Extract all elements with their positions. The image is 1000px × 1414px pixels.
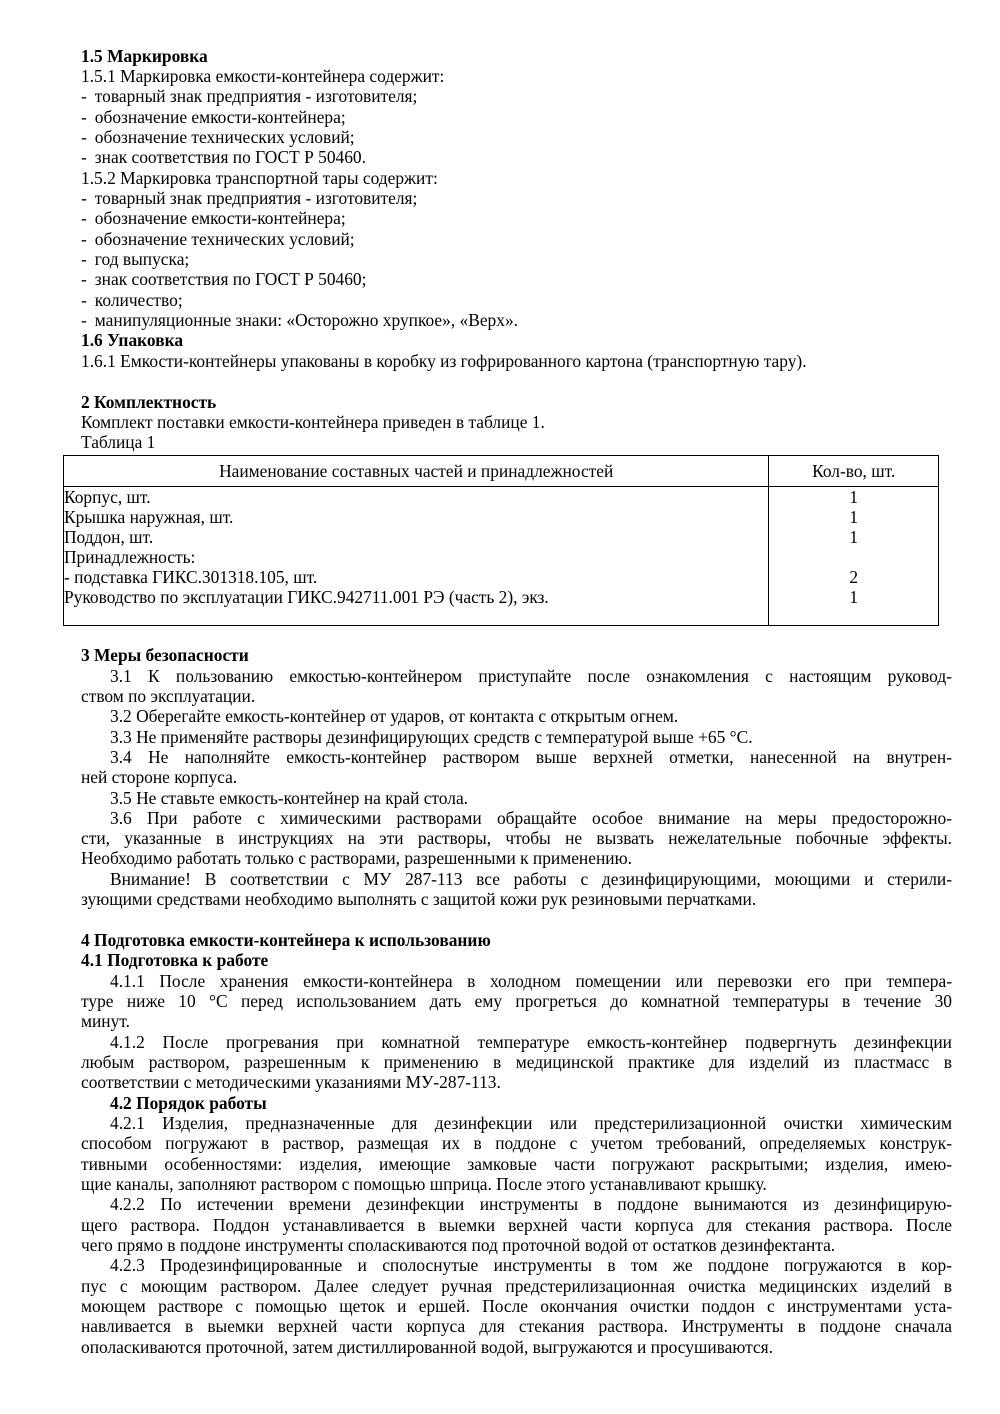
paragraph-4-2-1-line: щие каналы, заполняют раствором с помощью шприца. После этого устанавливают крышку. xyxy=(81,1174,767,1194)
column-header-name: Наименование составных частей и принадлежностей xyxy=(64,456,769,487)
warning-line: Внимание! В соответствии с МУ 287-113 все работы с дезинфицирующими, моющими и стерили- xyxy=(110,869,952,889)
paragraph-3-1-line: 3.1 К пользованию емкостью-контейнером приступайте после ознакомления с настоящим руковод- xyxy=(110,666,952,686)
paragraph-3-6-line: сти, указанные в инструкциях на эти растворы, чтобы не вызвать нежелательные побочные эффекты. xyxy=(81,828,952,848)
paragraph-4-2-3-line: пус с моющим раствором. Далее следует ручная предстерилизационная очистка медицинских изделий в xyxy=(81,1276,952,1296)
list-item: - количество; xyxy=(81,290,183,310)
section-4-heading: 4 Подготовка емкости-контейнера к использованию xyxy=(81,930,491,950)
table-qty: 2 xyxy=(849,567,859,587)
paragraph-1-5-2: 1.5.2 Маркировка транспортной тары содержит: xyxy=(81,168,438,188)
paragraph-4-2-2-line: 4.2.2 По истечении времени дезинфекции инструменты в поддоне вынимаются из дезинфицирую- xyxy=(110,1194,952,1214)
section-1-5-heading: 1.5 Маркировка xyxy=(81,46,208,66)
table-row: Принадлежность: xyxy=(64,547,196,567)
paragraph-4-2-1-line: 4.2.1 Изделия, предназначенные для дезинфекции или предстерилизационной очистки химическим xyxy=(110,1113,952,1133)
table-row: - подставка ГИКС.301318.105, шт. xyxy=(64,567,318,587)
list-item: - манипуляционные знаки: «Осторожно хрупкое», «Верх». xyxy=(81,310,518,330)
paragraph-4-1-2-line: 4.1.2 После прогревания при комнатной температуре емкость-контейнер подвергнуть дезинфекции xyxy=(110,1032,952,1052)
table-intro: Комплект поставки емкости-контейнера приведен в таблице 1. xyxy=(81,412,545,432)
paragraph-3-6-line: 3.6 При работе с химическими растворами обращайте особое внимание на меры предосторожно- xyxy=(110,808,952,828)
paragraph-4-2-2-line: чего прямо в поддоне инструменты споласкиваются под проточной водой от остатков дезинфектанта. xyxy=(81,1235,836,1255)
table-row: Крышка наружная, шт. xyxy=(64,507,234,527)
section-1-6-heading: 1.6 Упаковка xyxy=(81,330,184,350)
section-4-2-heading: 4.2 Порядок работы xyxy=(110,1093,267,1113)
section-3-heading: 3 Меры безопасности xyxy=(81,645,249,665)
paragraph-4-1-2-line: соответствии с методическими указаниями МУ-287-113. xyxy=(81,1072,501,1092)
paragraph-3-4-line: ней стороне корпуса. xyxy=(81,767,238,787)
table-qty: 1 xyxy=(849,587,859,607)
table-qty: 1 xyxy=(849,507,859,527)
table-row: Корпус, шт. xyxy=(64,487,151,507)
table-row: Поддон, шт. xyxy=(64,527,154,547)
paragraph-3-2: 3.2 Оберегайте емкость-контейнер от ударов, от контакта с открытым огнем. xyxy=(110,706,679,726)
paragraph-3-5: 3.5 Не ставьте емкость-контейнер на край стола. xyxy=(110,788,469,808)
paragraph-4-2-2-line: щего раствора. Поддон устанавливается в выемки верхней части корпуса для стекания раствора. После xyxy=(81,1215,952,1235)
list-item: - обозначение емкости-контейнера; xyxy=(81,107,346,127)
list-item: - обозначение емкости-контейнера; xyxy=(81,208,346,228)
list-item: - знак соответствия по ГОСТ Р 50460; xyxy=(81,269,367,289)
list-item: - товарный знак предприятия - изготовителя; xyxy=(81,86,418,106)
list-item: - товарный знак предприятия - изготовителя; xyxy=(81,188,418,208)
list-item: - обозначение технических условий; xyxy=(81,127,355,147)
paragraph-4-1-1-line: 4.1.1 После хранения емкости-контейнера в холодном помещении или перевозки его при темпера- xyxy=(110,971,952,991)
paragraph-4-1-2-line: любым раствором, разрешенным к применению в медицинской практике для изделий из пластмасс в xyxy=(81,1052,952,1072)
paragraph-1-6-1: 1.6.1 Емкости-контейнеры упакованы в коробку из гофрированного картона (транспортную тару). xyxy=(81,351,807,371)
table-caption: Таблица 1 xyxy=(81,432,156,452)
paragraph-3-3: 3.3 Не применяйте растворы дезинфицирующих средств с температурой выше +65 °С. xyxy=(110,727,753,747)
warning-line: зующими средствами необходимо выполнять с защитой кожи рук резиновыми перчатками. xyxy=(81,889,757,909)
paragraph-4-1-1-line: туре ниже 10 °С перед использованием дать ему прогреться до комнатной температуры в течение 30 xyxy=(81,991,952,1011)
quantities-cell xyxy=(769,487,939,626)
paragraph-4-2-3-line: 4.2.3 Продезинфицированные и сполоснутые инструменты в том же поддоне погружаются в кор- xyxy=(110,1255,952,1275)
paragraph-3-1-line: ством по эксплуатации. xyxy=(81,686,256,706)
table-qty xyxy=(769,547,938,567)
table-body xyxy=(64,487,939,626)
paragraph-4-2-1-line: способом погружают в раствор, размещая их в поддоне с учетом требований, определяемых конструк- xyxy=(81,1133,952,1153)
table-qty: 1 xyxy=(849,487,859,507)
components-table xyxy=(63,455,939,626)
paragraph-3-4-line: 3.4 Не наполняйте емкость-контейнер раствором выше верхней отметки, нанесенной на внутрен- xyxy=(110,747,952,767)
paragraph-4-2-3-line: моющем растворе с помощью щеток и ершей. После окончания очистки поддон с инструментами уста- xyxy=(81,1296,952,1316)
paragraph-4-2-3-line: навливается в выемки верхней части корпуса для стекания раствора. Инструменты в поддоне сначала xyxy=(81,1316,952,1336)
list-item: - знак соответствия по ГОСТ Р 50460. xyxy=(81,147,366,167)
list-item: - год выпуска; xyxy=(81,249,190,269)
paragraph-4-2-3-line: ополаскиваются проточной, затем дистиллированной водой, выгружаются и просушиваются. xyxy=(81,1337,773,1357)
table-qty: 1 xyxy=(849,527,859,547)
table-header-row xyxy=(64,456,939,487)
paragraph-4-1-1-line: минут. xyxy=(81,1011,130,1031)
table-row: Руководство по эксплуатации ГИКС.942711.001 РЭ (часть 2), экз. xyxy=(64,587,549,607)
section-2-heading: 2 Комплектность xyxy=(81,392,217,412)
paragraph-4-2-1-line: тивными особенностями: изделия, имеющие замковые части погружают раскрытыми; изделия, имею- xyxy=(81,1154,952,1174)
section-4-1-heading: 4.1 Подготовка к работе xyxy=(81,950,269,970)
list-item: - обозначение технических условий; xyxy=(81,229,355,249)
column-header-qty: Кол-во, шт. xyxy=(769,456,939,487)
paragraph-1-5-1: 1.5.1 Маркировка емкости-контейнера содержит: xyxy=(81,66,445,86)
paragraph-3-6-line: Необходимо работать только с растворами, разрешенными к применению. xyxy=(81,848,632,868)
names-cell xyxy=(64,487,769,626)
